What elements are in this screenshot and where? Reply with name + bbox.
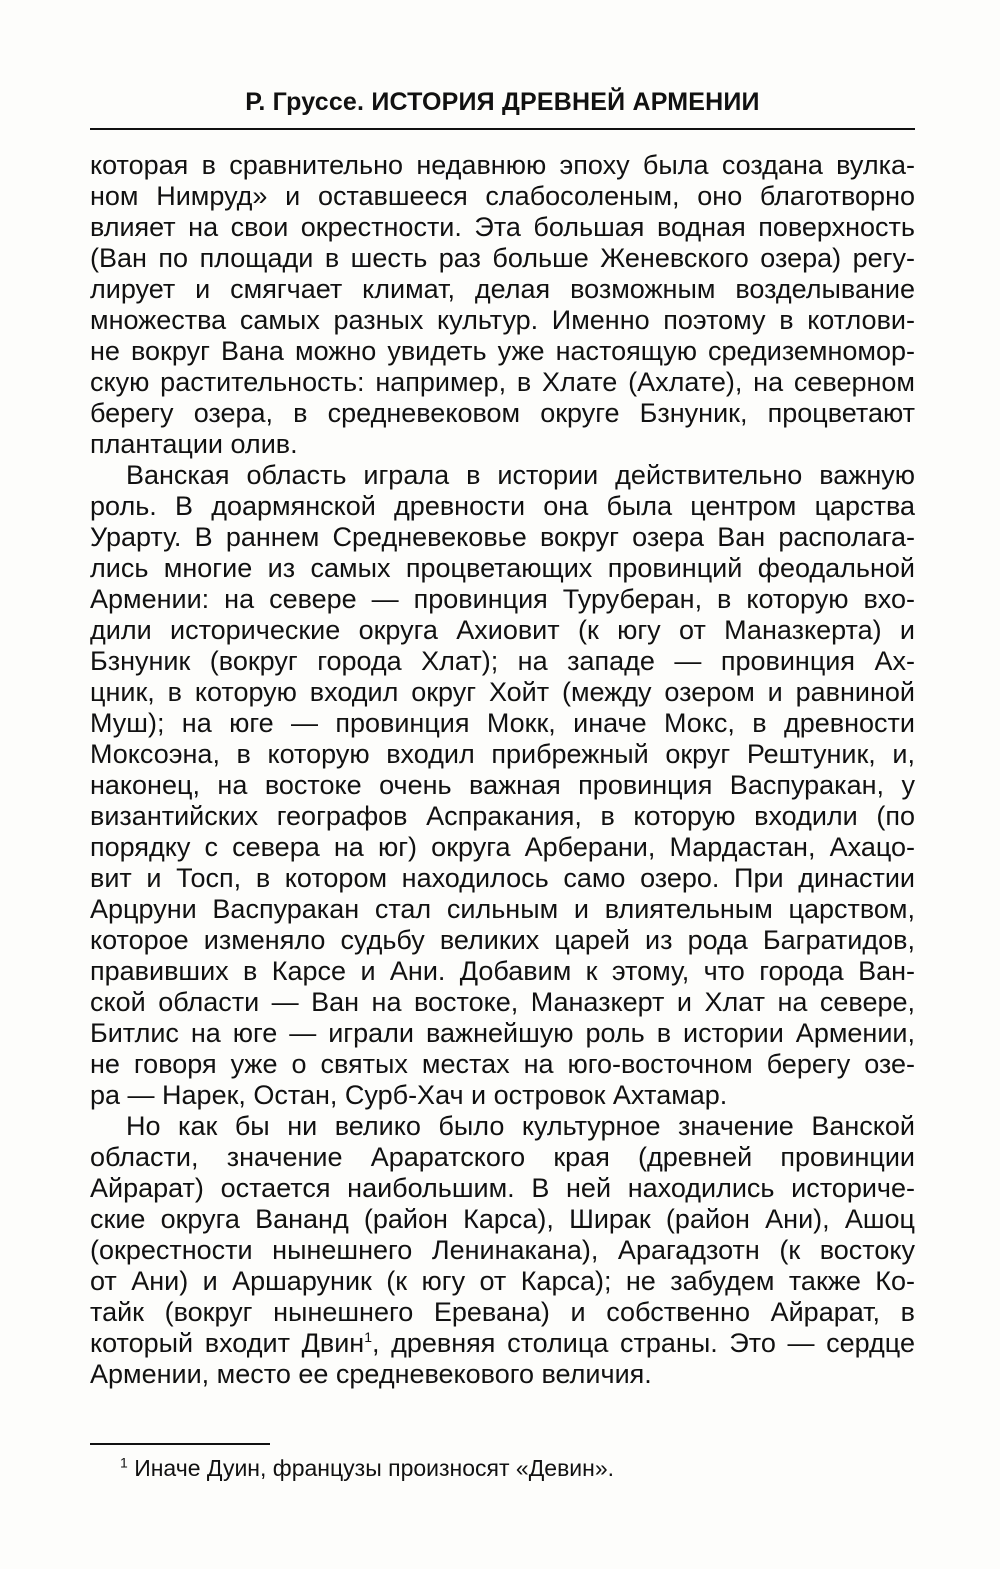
text-line: Арцруни Васпуракан стал сильным и влиятельным царством, [90,894,915,924]
text-line: ской области — Ван на востоке, Маназкерт и Хлат на севере, [90,987,915,1017]
text-line: вит и Тосп, в котором находилось само озеро. При династии [90,863,915,893]
text-line-with-footnote [90,1328,915,1359]
footnote [120,1453,915,1483]
body-text [90,150,915,1390]
text-line: области, значение Араратского края (древней провинции [90,1142,915,1172]
text-line: множества самых разных культур. Именно поэтому в котлови- [90,305,915,335]
text-line: ские округа Вананд (район Карса), Ширак (район Ани), Ашоц [90,1204,915,1234]
running-head [90,86,915,118]
running-head-title: ИСТОРИЯ ДРЕВНЕЙ АРМЕНИИ [371,88,760,116]
text-line: Урарту. В раннем Средневековье вокруг озера Ван располага- [90,522,915,552]
header-rule [90,128,915,130]
text-line: от Ани) и Аршаруник (к югу от Карса); не забудем также Ко- [90,1266,915,1296]
text-line: Армении: на севере — провинция Туруберан, в которую вхо- [90,584,915,614]
text-line: Ванская область играла в истории действительно важную [126,460,915,490]
text-line: Битлис на юге — играли важнейшую роль в истории Армении, [90,1018,915,1048]
text-line: роль. В доармянской древности она была центром царства [90,491,915,521]
text-line: (окрестности нынешнего Ленинакана), Арагадзотн (к востоку [90,1235,915,1265]
paragraph-1 [90,150,915,460]
text-fragment: , древняя столица страны. Это — сердце [372,1328,915,1358]
text-line: (Ван по площади в шесть раз больше Женевского озера) регу- [90,243,915,273]
footnote-marker: 1 [120,1454,128,1471]
text-fragment: который входит Двин [90,1328,365,1358]
text-line: Муш); на юге — провинция Мокк, иначе Мокс, в древности [90,708,915,738]
text-line: тайк (вокруг нынешнего Еревана) и собственно Айрарат, в [90,1297,915,1327]
footnote-rule [90,1443,270,1445]
text-line: Айрарат) остается наибольшим. В ней находились историче- [90,1173,915,1203]
text-line: плантации олив. [90,429,298,459]
text-line: Моксоэна, в которую входил прибрежный округ Рештуник, и, [90,739,915,769]
text-line: наконец, на востоке очень важная провинция Васпуракан, у [90,770,915,800]
running-head-author: Р. Груссе. [245,88,365,116]
text-line: ном Нимруд» и оставшееся слабосоленым, оно благотворно [90,181,915,211]
text-line: которая в сравнительно недавнюю эпоху была создана вулка- [90,150,915,180]
text-line: влияет на свои окрестности. Эта большая водная поверхность [90,212,915,242]
text-line: не вокруг Вана можно увидеть уже настоящую средиземномор- [90,336,915,366]
text-line: ра — Нарек, Остан, Сурб-Хач и островок Ахтамар. [90,1080,728,1110]
text-line: цник, в которую входил округ Хойт (между озером и равниной [90,677,915,707]
text-line: византийских географов Аспракания, в которую входили (по [90,801,915,831]
text-line: Армении, место ее средневекового величия. [90,1359,652,1389]
text-line: правивших в Карсе и Ани. Добавим к этому, что города Ван- [90,956,915,986]
text-line: лись многие из самых процветающих провинций феодальной [90,553,915,583]
paragraph-2 [90,460,915,1111]
footnote-reference[interactable]: 1 [364,1329,372,1345]
text-line: Но как бы ни велико было культурное значение Ванской [126,1111,915,1141]
text-line: не говоря уже о святых местах на юго-восточном берегу озе- [90,1049,915,1079]
text-line: Бзнуник (вокруг города Хлат); на западе — провинция Ах- [90,646,915,676]
text-line: дили исторические округа Ахиовит (к югу от Маназкерта) и [90,615,915,645]
text-line: порядку с севера на юг) округа Арберани, Мардастан, Ахацо- [90,832,915,862]
footnote-text: Иначе Дуин, французы произносят «Девин». [134,1455,615,1481]
paragraph-3 [90,1111,915,1390]
text-line: которое изменяло судьбу великих царей из рода Багратидов, [90,925,915,955]
text-line: лирует и смягчает климат, делая возможным возделывание [90,274,915,304]
text-line: берегу озера, в средневековом округе Бзнуник, процветают [90,398,915,428]
text-line: скую растительность: например, в Хлате (Ахлате), на северном [90,367,915,397]
